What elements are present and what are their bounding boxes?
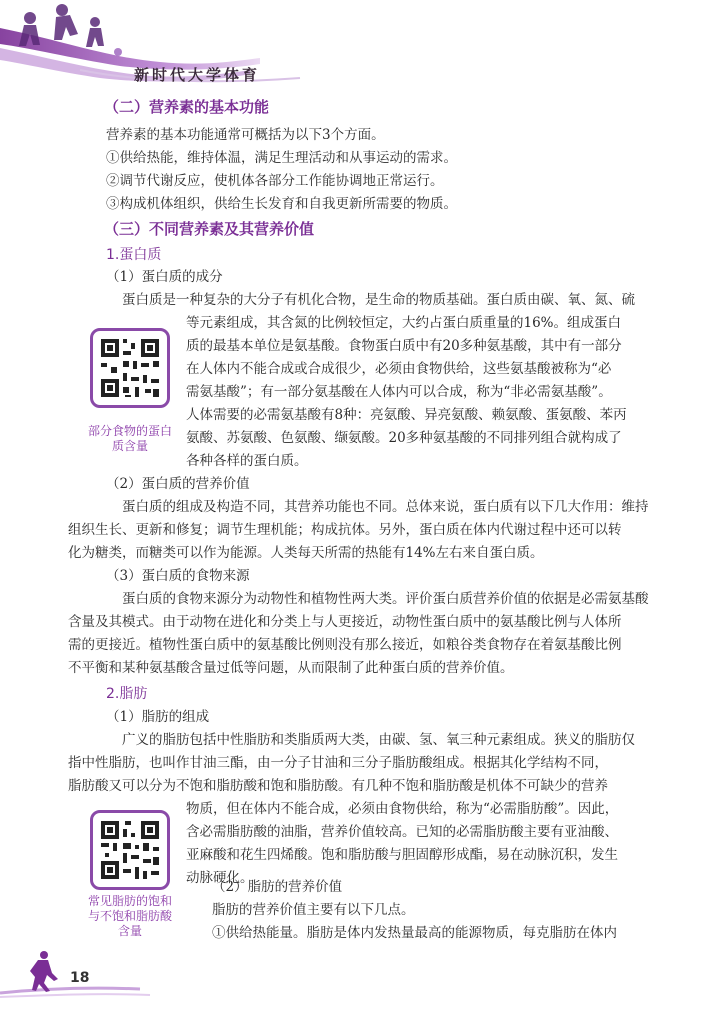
text-line: 指中性脂肪，也叫作甘油三酯，由一分子甘油和三分子脂肪酸组成。根据其化学结构不同， bbox=[68, 755, 608, 771]
qr-caption-line: 质含量 bbox=[111, 439, 148, 453]
text-line: 需氨基酸”；有一部分氨基酸在人体内可以合成，称为“非必需氨基酸”。 bbox=[186, 384, 612, 400]
paragraph: 营养素的基本功能通常可概括为以下3个方面。 bbox=[106, 127, 385, 143]
book-title: 新时代大学体育 bbox=[134, 66, 261, 84]
qr-caption-line: 与不饱和脂肪酸 bbox=[87, 909, 172, 923]
text-line: 质的最基本单位是氨基酸。食物蛋白质中有20多种氨基酸，其中有一部分 bbox=[186, 338, 622, 354]
qr-code-fat[interactable] bbox=[90, 810, 170, 890]
list-item: ②调节代谢反应，使机体各部分工作能协调地正常运行。 bbox=[106, 173, 444, 189]
subheading: （2）脂肪的营养价值 bbox=[212, 879, 343, 895]
text-line: 脂肪酸又可以分为不饱和脂肪酸和饱和脂肪酸。有几种不饱和脂肪酸是机体不可缺少的营养 bbox=[68, 778, 608, 794]
text-line: 各种各样的蛋白质。 bbox=[186, 453, 308, 469]
text-line: 不平衡和某种氨基酸含量过低等问题，从而限制了此种蛋白质的营养价值。 bbox=[68, 660, 514, 676]
text-line: 蛋白质是一种复杂的大分子有机化合物，是生命的物质基础。蛋白质由碳、氧、氮、硫 bbox=[122, 292, 635, 308]
text-line: 广义的脂肪包括中性脂肪和类脂质两大类，由碳、氢、氧三种元素组成。狭义的脂肪仅 bbox=[122, 732, 635, 748]
subheading: （2）蛋白质的营养价值 bbox=[106, 476, 250, 492]
text-line: 组织生长、更新和修复；调节生理机能；构成抗体。另外，蛋白质在体内代谢过程中还可以转 bbox=[68, 522, 622, 538]
list-item: ①供给热能，维持体温，满足生理活动和从事运动的需求。 bbox=[106, 150, 457, 166]
text-line: ①供给热能量。脂肪是体内发热量最高的能源物质，每克脂肪在体内 bbox=[212, 925, 617, 941]
text-line: 动脉硬化。 bbox=[186, 870, 254, 886]
subsection-heading-fat: 2.脂肪 bbox=[106, 686, 148, 702]
qr-caption-fat bbox=[78, 894, 182, 939]
text-line: 化为糖类，而糖类可以作为能源。人类每天所需的热能有14%左右来自蛋白质。 bbox=[68, 545, 544, 561]
qr-code-icon bbox=[93, 813, 167, 887]
qr-caption-line: 常见脂肪的饱和 bbox=[87, 894, 172, 908]
text-line: 含必需脂肪酸的油脂，营养价值较高。已知的必需脂肪酸主要有亚油酸、 bbox=[186, 824, 618, 840]
text-line: 脂肪的营养价值主要有以下几点。 bbox=[212, 902, 415, 918]
text-line: 含量及其模式。由于动物在进化和分类上与人更接近，动物性蛋白质中的氨基酸比例与人体所 bbox=[68, 614, 622, 630]
text-line: 需的更接近。植物性蛋白质中的氨基酸比例则没有那么接近，如粮谷类食物存在着氨基酸比例 bbox=[68, 637, 622, 653]
qr-caption-protein bbox=[78, 424, 182, 454]
header-swoosh-graphic bbox=[0, 0, 728, 95]
qr-caption-line: 含量 bbox=[117, 924, 142, 938]
page-number: 18 bbox=[70, 970, 90, 986]
section-title-nutrient-values: （三）不同营养素及其营养价值 bbox=[104, 220, 315, 238]
list-item: ③构成机体组织，供给生长发育和自我更新所需要的物质。 bbox=[106, 196, 457, 212]
subsection-heading-protein: 1.蛋白质 bbox=[106, 247, 162, 263]
subheading: （1）脂肪的组成 bbox=[106, 709, 210, 725]
qr-code-icon bbox=[93, 331, 167, 405]
footer bbox=[0, 945, 728, 1024]
text-line: 蛋白质的组成及构造不同，其营养功能也不同。总体来说，蛋白质有以下几大作用：维持 bbox=[122, 499, 649, 515]
text-line: 人体需要的必需氨基酸有8种：亮氨酸、异亮氨酸、赖氨酸、蛋氨酸、苯丙 bbox=[186, 407, 627, 423]
text-line: 亚麻酸和花生四烯酸。饱和脂肪酸与胆固醇形成酯，易在动脉沉积，发生 bbox=[186, 847, 618, 863]
footer-runner-icon bbox=[0, 945, 200, 1005]
text-line: 蛋白质的食物来源分为动物性和植物性两大类。评价蛋白质营养价值的依据是必需氨基酸 bbox=[122, 591, 649, 607]
qr-caption-line: 部分食物的蛋白 bbox=[87, 424, 172, 438]
text-line: 氨酸、苏氨酸、色氨酸、缬氨酸。20多种氨基酸的不同排列组合就构成了 bbox=[186, 430, 622, 446]
header-banner bbox=[0, 0, 728, 95]
text-line: 在人体内不能合成或合成很少，必须由食物供给，这些氨基酸被称为“必 bbox=[186, 361, 612, 377]
qr-code-protein[interactable] bbox=[90, 328, 170, 408]
subheading: （3）蛋白质的食物来源 bbox=[106, 568, 250, 584]
text-line: 物质，但在体内不能合成，必须由食物供给，称为“必需脂肪酸”。因此， bbox=[186, 801, 619, 817]
section-title-nutrient-functions: （二）营养素的基本功能 bbox=[104, 98, 270, 116]
text-line: 等元素组成，其含氮的比例较恒定，大约占蛋白质重量的16%。组成蛋白 bbox=[186, 315, 622, 331]
subheading: （1）蛋白质的成分 bbox=[106, 269, 223, 285]
